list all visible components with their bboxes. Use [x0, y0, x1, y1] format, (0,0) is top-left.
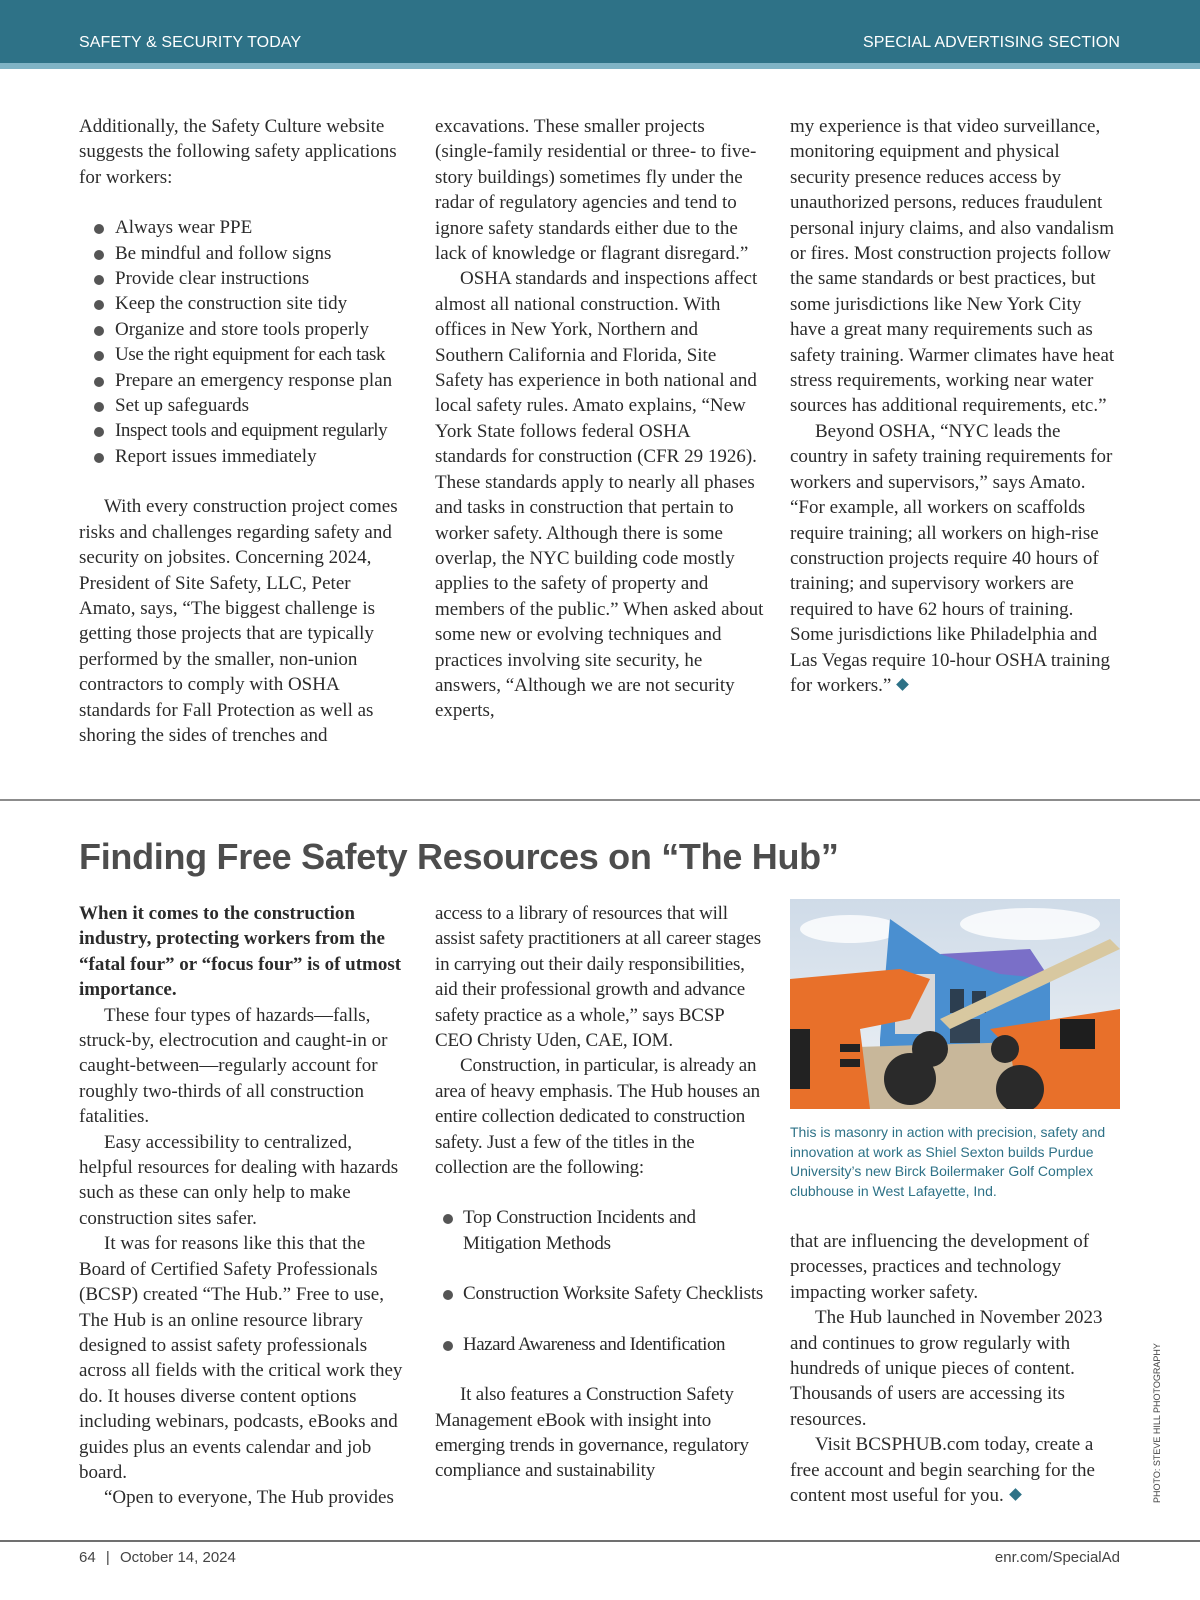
body-paragraph: Construction, in particular, is already an area of heavy emphasis. The Hub houses an entire collection dedicated to construction safety. Just a few of the titles in the collection are the following: [435, 1055, 760, 1179]
body-paragraph: It was for reasons like this that the Board of Certified Safety Professionals (BCSP) created “The Hub.” Free to use, The Hub is an online resource library designed to assist safety professionals across all fields with the critical work they do. It houses diverse content options including webinars, podcasts, eBooks and guides plus an events calendar and job board. [79, 1233, 403, 1483]
body-paragraph: These four types of hazards—falls, struck-by, electrocution and caught-in or caught-between—regularly account for roughly two-thirds of all construction fatalities. [79, 1004, 388, 1128]
list-item: Prepare an emergency response plan [79, 368, 409, 393]
end-mark-diamond-icon [896, 678, 909, 691]
intro-paragraph: Additionally, the Safety Culture website suggests the following safety applications for workers: [79, 116, 397, 188]
section-label: SPECIAL ADVERTISING SECTION [863, 34, 1120, 51]
header-stripe [0, 63, 1200, 69]
list-item: Use the right equipment for each task [79, 342, 409, 367]
body-paragraph: With every construction project comes risks and challenges regarding safety and security on jobsites. Concerning 2024, President of Site Safety, LLC, Peter Amato, says, “The biggest challenge is getting those projects that are typically performed by the smaller, non-union contractors to comply with OSHA standards for Fall Protection as well as shoring the sides of trenches and [79, 496, 398, 746]
body-text: Visit BCSPHUB.com today, create a free account and begin searching for the content most useful for you. [790, 1434, 1095, 1507]
list-item: Inspect tools and equipment regularly [79, 418, 409, 443]
footer-url[interactable]: enr.com/SpecialAd [994, 1549, 1120, 1566]
lead-paragraph: When it comes to the construction industry, protecting workers from the “fatal four” or “focus four” is of utmost importance. [79, 903, 402, 1001]
list-item: Top Construction Incidents and Mitigation Methods [435, 1205, 765, 1256]
body-paragraph: that are influencing the development of processes, practices and technology impacting worker safety. [790, 1231, 1090, 1303]
list-item: Report issues immediately [79, 444, 409, 469]
publication-name: SAFETY & SECURITY TODAY [79, 34, 302, 51]
body-paragraph: “Open to everyone, The Hub provides [104, 1487, 394, 1509]
article2-column-1 [79, 901, 409, 1511]
list-item: Provide clear instructions [79, 266, 409, 291]
body-paragraph: The Hub launched in November 2023 and continues to grow regularly with hundreds of unique pieces of content. Thousands of users are accessing its resources. [790, 1307, 1103, 1430]
list-item: Hazard Awareness and Identification [435, 1332, 765, 1357]
section-divider [0, 799, 1200, 801]
article1-column-2 [435, 114, 765, 724]
list-item: Keep the construction site tidy [79, 291, 409, 316]
list-item: Be mindful and follow signs [79, 241, 409, 266]
footer-page-info [79, 1549, 236, 1566]
safety-applications-list [79, 215, 409, 469]
article1-column-1 [79, 114, 409, 748]
footer-separator: | [105, 1549, 110, 1566]
list-item: Construction Worksite Safety Checklists [435, 1281, 765, 1306]
body-text: Beyond OSHA, “NYC leads the country in safety training requirements for workers and supervisors,” says Amato. “For example, all workers on scaffolds require training; all workers on high-rise construction projects require 40 hours of training; and supervisory workers are required to have 62 hours of training. Some jurisdictions like Philadelphia and Las Vegas require 10-hour OSHA training for workers.” [790, 420, 1113, 696]
issue-date: October 14, 2024 [119, 1549, 236, 1566]
construction-site-photo [790, 899, 1120, 1109]
footer-rule [0, 1540, 1200, 1542]
body-paragraph: OSHA standards and inspections affect almost all national construction. With offices in New York, Northern and Southern California and Florida, Site Safety has experience in both national and local safety rules. Amato explains, “New York State follows federal OSHA standards for construction (CFR 29 1926). These standards apply to nearly all phases and tasks in construction that pertain to worker safety. Although there is some overlap, the NYC building code mostly applies to the safety of property and members of the public.” When asked about some new or evolving techniques and practices involving site security, he answers, “Although we are not security experts, [435, 268, 764, 722]
hub-titles-list [435, 1205, 765, 1357]
list-item: Set up safeguards [79, 393, 409, 418]
body-paragraph: access to a library of resources that will assist safety practitioners at all career stages in carrying out their daily responsibilities, aid their professional growth and advance safety practice as a whole,” says BCSP CEO Christy Uden, CAE, IOM. [435, 903, 761, 1052]
article2-column-2 [435, 901, 765, 1484]
body-paragraph [790, 1432, 1120, 1508]
page-number: 64 [79, 1549, 96, 1566]
body-paragraph: excavations. These smaller projects (single-family residential or three- to five-story buildings) sometimes fly under the radar of regulatory agencies and tend to ignore safety standards either due to the lack of knowledge or flagrant disregard.” [435, 116, 757, 265]
body-paragraph: my experience is that video surveillance, monitoring equipment and physical security presence reduces access by unauthorized persons, reduces fraudulent personal injury claims, and also vandalism or fires. Most construction projects follow the same standards or best practices, but some jurisdictions like New York City have a great many requirements such as safety training. Warmer climates have heat stress requirements, working near water sources has additional requirements, etc.” [790, 116, 1115, 417]
photo-credit: PHOTO: STEVE HILL PHOTOGRAPHY [1152, 1343, 1162, 1503]
end-mark-diamond-icon [1009, 1488, 1022, 1501]
article-title: Finding Free Safety Resources on “The Hub” [79, 836, 839, 877]
body-paragraph [790, 419, 1120, 698]
list-item: Organize and store tools properly [79, 317, 409, 342]
body-paragraph: It also features a Construction Safety Management eBook with insight into emerging trends in governance, regulatory compliance and sustainability [435, 1384, 749, 1482]
page-header [0, 0, 1200, 63]
article2-column-3 [790, 1229, 1120, 1508]
body-paragraph: Easy accessibility to centralized, helpful resources for dealing with hazards such as these can only help to make construction sites safer. [79, 1131, 399, 1229]
list-item: Always wear PPE [79, 215, 409, 240]
article1-column-3 [790, 114, 1120, 698]
photo-caption: This is masonry in action with precision, safety and innovation at work as Shiel Sexton builds Purdue University’s new Birck Boilermaker Golf Complex clubhouse in West Lafayette, Ind. [790, 1124, 1106, 1199]
